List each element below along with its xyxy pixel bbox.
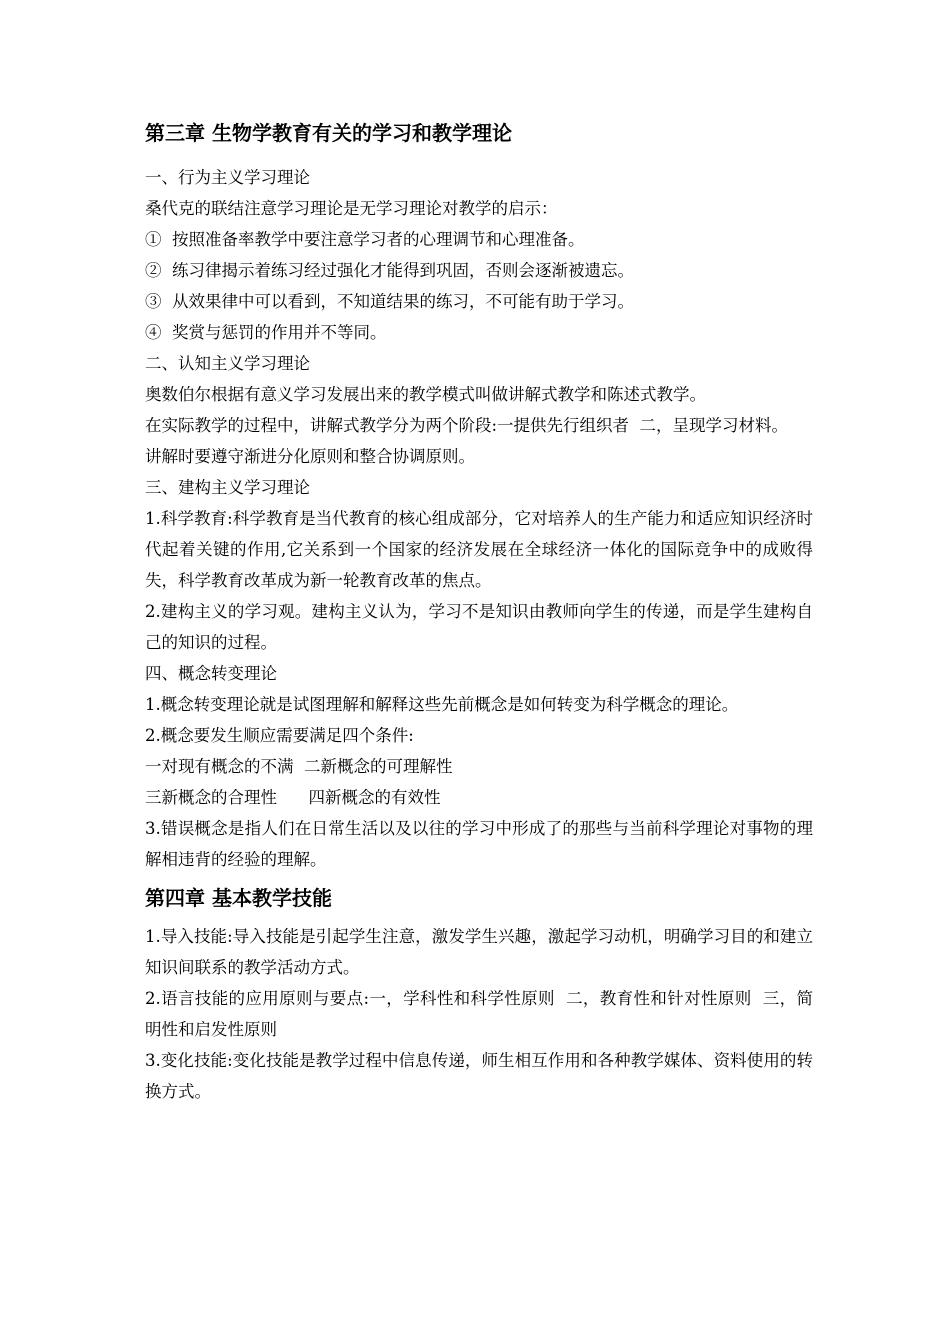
chapter-4-title: 第四章 基本教学技能: [145, 886, 332, 910]
list-item-readiness-law: ① 按照准备率教学中要注意学习者的心理调节和心理准备。: [145, 230, 585, 249]
paragraph-four-conditions: 2.概念要发生顺应需要满足四个条件:: [145, 726, 414, 745]
list-item-effect-law: ③ 从效果律中可以看到，不知道结果的练习，不可能有助于学习。: [145, 292, 634, 311]
conditions-line-2: 三新概念的合理性 四新概念的有效性: [145, 788, 441, 807]
paragraph-conceptual-change-theory: 1.概念转变理论就是试图理解和解释这些先前概念是如何转变为科学概念的理论。: [145, 695, 739, 714]
section-heading-conceptual-change: 四、概念转变理论: [145, 664, 277, 683]
paragraph-explanation-principles: 讲解时要遵守渐进分化原则和整合协调原则。: [145, 447, 475, 466]
section-heading-cognitivism: 二、认知主义学习理论: [145, 354, 310, 373]
paragraph-variation-skill: 3.变化技能:变化技能是教学过程中信息传递，师生相互作用和各种教学媒体、资料使用的转换方式。: [145, 1051, 813, 1101]
paragraph-introduction-skill: 1.导入技能:导入技能是引起学生注意，激发学生兴趣，激起学习动机，明确学习目的和建立知识间联系的教学活动方式。: [145, 927, 813, 977]
paragraph-thorndike-intro: 桑代克的联结注意学习理论是无学习理论对教学的启示：: [145, 199, 558, 218]
chapter-3-title: 第三章 生物学教育有关的学习和教学理论: [145, 121, 512, 145]
paragraph-science-education: 1.科学教育:科学教育是当代教育的核心组成部分，它对培养人的生产能力和适应知识经济时代起着关键的作用,它关系到一个国家的经济发展在全球经济一体化的国际竞争中的成败得失，科学教育改革成为新一轮教育改革的焦点。: [145, 509, 813, 590]
paragraph-misconceptions: 3.错误概念是指人们在日常生活以及以往的学习中形成了的那些与当前科学理论对事物的理解相违背的经验的理解。: [145, 819, 813, 869]
section-heading-constructivism: 三、建构主义学习理论: [145, 478, 310, 497]
paragraph-ausubel: 奥数伯尔根据有意义学习发展出来的教学模式叫做讲解式教学和陈述式教学。: [145, 385, 706, 404]
section-heading-behaviorism: 一、行为主义学习理论: [145, 168, 310, 187]
paragraph-expository-stages: 在实际教学的过程中，讲解式教学分为两个阶段:一提供先行组织者 二，呈现学习材料。: [145, 416, 789, 435]
list-item-reward-punishment: ④ 奖赏与惩罚的作用并不等同。: [145, 323, 387, 342]
document-page: [145, 118, 813, 1107]
paragraph-constructivist-view: 2.建构主义的学习观。建构主义认为，学习不是知识由教师向学生的传递，而是学生建构自己的知识的过程。: [145, 602, 813, 652]
conditions-line-1: 一对现有概念的不满 二新概念的可理解性: [145, 757, 453, 776]
paragraph-language-skill: 2.语言技能的应用原则与要点:一，学科性和科学性原则 二，教育性和针对性原则 三，简明性和启发性原则: [145, 989, 813, 1039]
list-item-exercise-law: ② 练习律揭示着练习经过强化才能得到巩固，否则会逐渐被遗忘。: [145, 261, 634, 280]
